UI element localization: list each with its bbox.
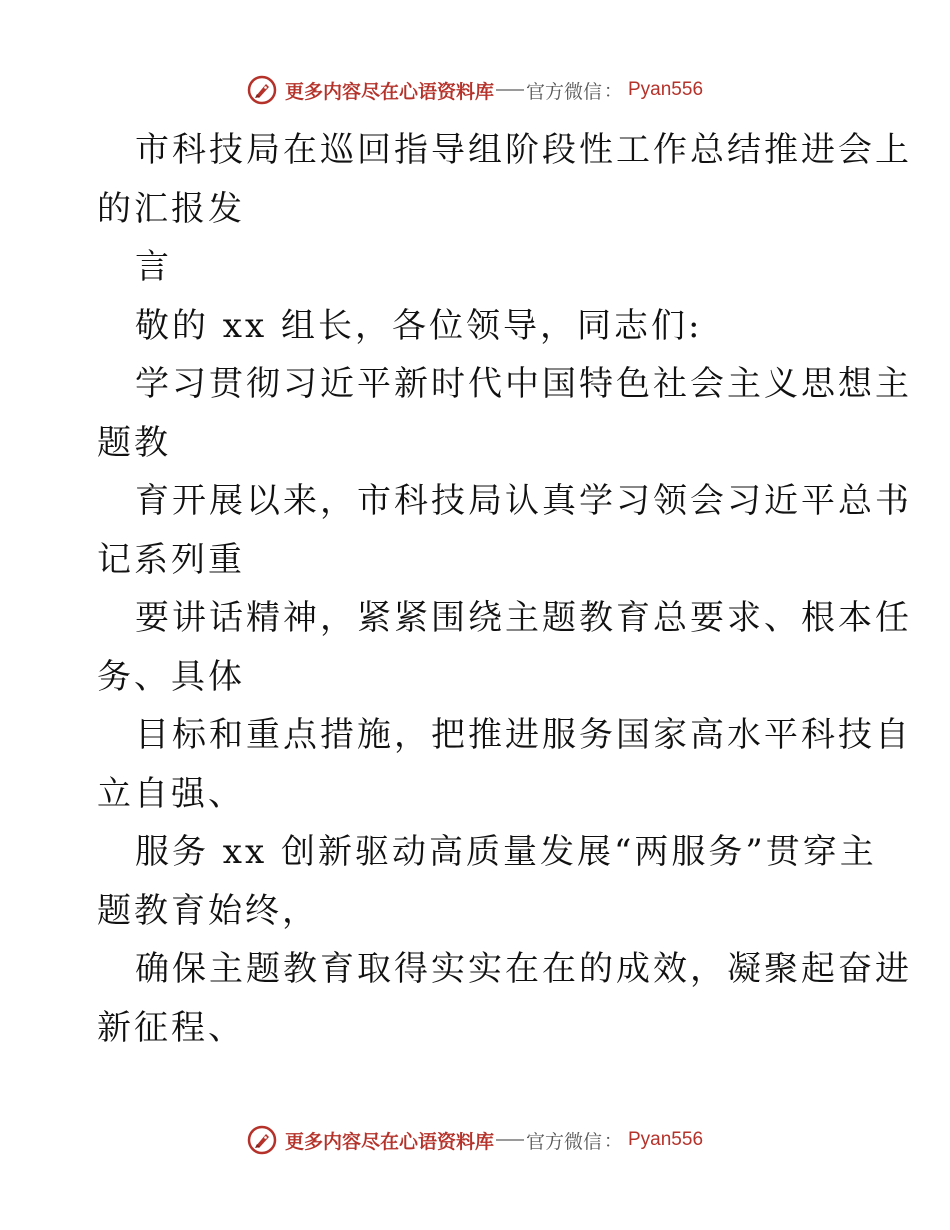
doc-line-title-3: 言: [135, 247, 172, 287]
banner-account: Pyan556: [628, 79, 704, 100]
doc-line-paragraph: 要讲话精神，紧紧围绕主题教育总要求、根本任: [135, 598, 912, 638]
doc-line-title-1: 市科技局在巡回指导组阶段性工作总结推进会上: [135, 130, 912, 170]
doc-line-paragraph: 题教: [97, 422, 171, 463]
doc-line-paragraph: 务、具体: [97, 656, 245, 697]
doc-line-salutation: 敬的 xx 组长，各位领导，同志们:: [135, 305, 703, 346]
banner-account: Pyan556: [628, 1129, 704, 1150]
banner-dash: [496, 89, 524, 91]
banner-brand-text: 更多内容尽在心语资料库: [284, 80, 494, 103]
doc-line-paragraph: 目标和重点措施，把推进服务国家高水平科技自: [135, 715, 912, 755]
doc-line-paragraph: 学习贯彻习近平新时代中国特色社会主义思想主: [135, 364, 912, 404]
doc-line-paragraph: 题教育始终，: [97, 890, 319, 931]
doc-line-paragraph: 新征程、: [97, 1007, 245, 1048]
banner-separator: ：: [604, 81, 622, 102]
pen-nib-logo-icon: [247, 1125, 277, 1155]
document-body: [97, 121, 912, 1057]
banner-wechat-label: 官方微信: [525, 1130, 602, 1153]
pen-nib-logo-icon: [247, 75, 277, 105]
doc-line-paragraph: 服务 xx 创新驱动高质量发展“两服务”贯穿主: [135, 832, 877, 872]
footer-banner: [0, 1120, 950, 1160]
banner-separator: ：: [604, 1131, 622, 1152]
banner-brand-text: 更多内容尽在心语资料库: [284, 1130, 494, 1153]
doc-line-paragraph: 育开展以来，市科技局认真学习领会习近平总书: [135, 481, 912, 521]
banner-wechat-label: 官方微信: [525, 80, 602, 103]
header-banner: [0, 70, 950, 110]
doc-line-paragraph: 立自强、: [97, 773, 245, 814]
banner-dash: [496, 1139, 524, 1141]
doc-line-paragraph: 记系列重: [97, 539, 245, 580]
doc-line-title-2: 的汇报发: [97, 188, 245, 229]
doc-line-paragraph: 确保主题教育取得实实在在的成效，凝聚起奋进: [135, 949, 912, 989]
